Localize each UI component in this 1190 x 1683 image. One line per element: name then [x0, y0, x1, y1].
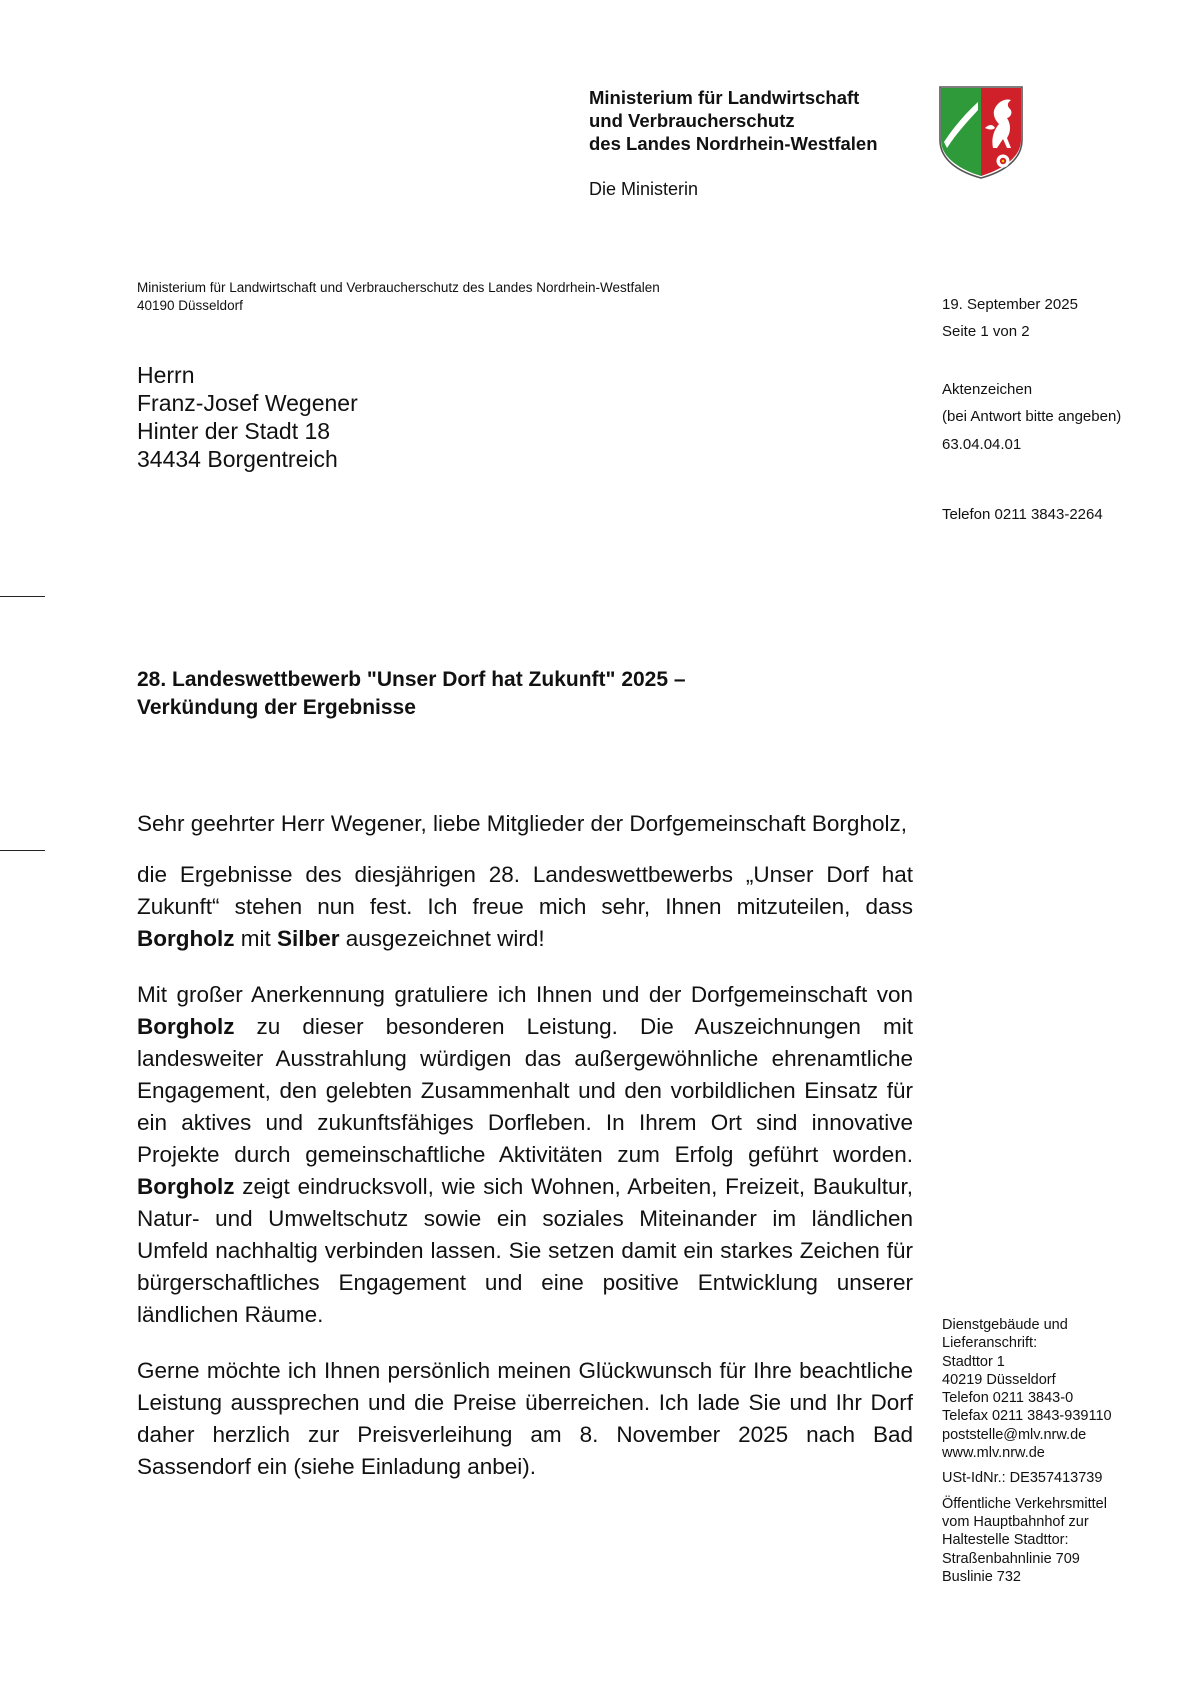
ministry-name-line: Ministerium für Landwirtschaft	[589, 87, 860, 108]
award-level: Silber	[276, 926, 340, 951]
reference-hint: (bei Antwort bitte angeben)	[942, 408, 1122, 425]
reference-number: 63.04.04.01	[942, 436, 1022, 453]
office-email: poststelle@mlv.nrw.de	[942, 1426, 1087, 1443]
letter-subject	[137, 666, 877, 722]
nrw-coat-of-arms-icon	[937, 84, 1025, 180]
office-address	[942, 1316, 1112, 1462]
body-paragraph	[137, 859, 913, 955]
transit-line: Öffentliche Verkehrsmittel	[942, 1495, 1107, 1512]
fold-mark	[0, 850, 45, 851]
transit-line: Buslinie 732	[942, 1568, 1021, 1585]
subject-line: Verkündung der Ergebnisse	[137, 696, 416, 719]
contact-phone: Telefon 0211 3843-2264	[942, 506, 1103, 523]
body-paragraph	[137, 979, 913, 1331]
transit-info	[942, 1495, 1112, 1586]
transit-line: Straßenbahnlinie 709	[942, 1550, 1080, 1567]
office-footer	[942, 1316, 1112, 1586]
office-address-line: Dienstgebäude und	[942, 1317, 1068, 1333]
sender-return-line: Ministerium für Landwirtschaft und Verbraucherschutz des Landes Nordrhein-Westfalen	[137, 280, 660, 295]
body-text: zu dieser besonderen Leistung. Die Auszeichnungen mit landesweiter Ausstrahlung würdigen das außergewöhnliche ehrenamtliche Engagement, den gelebten Zusammenhalt und den vorbildlichen Einsatz für ein aktives und zukunftsfähiges Dorfleben. In Ihrem Ort sind innovative Projekte durch gemeinschaftliche Aktivitäten zum Erfolg geführt worden.	[137, 1014, 913, 1167]
office-fax: Telefax 0211 3843-939110	[942, 1408, 1112, 1425]
reference-label: Aktenzeichen	[942, 381, 1033, 398]
vat-id: USt-IdNr.: DE357413739	[942, 1470, 1103, 1487]
ministry-name-line: und Verbraucherschutz	[589, 110, 795, 131]
sender-return-address	[137, 279, 660, 315]
village-name: Borgholz	[137, 926, 235, 951]
recipient-salutation: Herrn	[137, 362, 195, 388]
body-text: ausgezeichnet wird!	[339, 926, 545, 951]
body-text: zeigt eindrucksvoll, wie sich Wohnen, Arbeiten, Freizeit, Baukultur, Natur- und Umweltschutz sowie ein soziales Miteinander im ländlichen Umfeld nachhaltig verbinden lassen. Sie setzen damit ein starkes Zeichen für bürgerschaftliches Engagement und eine positive Entwicklung unserer ländlichen Räume.	[137, 1174, 913, 1327]
letter-date: 19. September 2025	[942, 296, 1078, 313]
village-name: Borgholz	[137, 1174, 235, 1199]
recipient-name: Franz-Josef Wegener	[137, 390, 358, 416]
page-number: Seite 1 von 2	[942, 323, 1030, 340]
transit-line: vom Hauptbahnhof zur	[942, 1513, 1089, 1530]
subject-line: 28. Landeswettbewerb "Unser Dorf hat Zukunft" 2025 –	[137, 668, 686, 691]
office-address-line: 40219 Düsseldorf	[942, 1371, 1056, 1388]
body-paragraph: Gerne möchte ich Ihnen persönlich meinen Glückwunsch für Ihre beachtliche Leistung aussprechen und die Preise überreichen. Ich lade Sie und Ihr Dorf daher herzlich zur Preisverleihung am 8. November 2025 nach Bad Sassendorf ein (siehe Einladung anbei).	[137, 1358, 913, 1479]
letter-salutation: Sehr geehrter Herr Wegener, liebe Mitglieder der Dorfgemeinschaft Borgholz,	[137, 811, 907, 836]
recipient-address	[137, 361, 358, 473]
village-name: Borgholz	[137, 1014, 235, 1039]
ministry-name-line: des Landes Nordrhein-Westfalen	[589, 133, 878, 154]
office-address-line: Stadttor 1	[942, 1353, 1005, 1370]
office-website: www.mlv.nrw.de	[942, 1445, 1045, 1462]
office-phone: Telefon 0211 3843-0	[942, 1390, 1074, 1407]
office-address-line: Lieferanschrift:	[942, 1335, 1038, 1352]
recipient-street: Hinter der Stadt 18	[137, 418, 331, 444]
minister-role: Die Ministerin	[589, 179, 699, 199]
ministry-letterhead	[589, 86, 919, 155]
body-text: die Ergebnisse des diesjährigen 28. Landeswettbewerbs „Unser Dorf hat Zukunft“ stehen nun fest. Ich freue mich sehr, Ihnen mitzuteilen, dass	[137, 862, 913, 919]
transit-line: Haltestelle Stadttor:	[942, 1532, 1069, 1549]
body-text: mit	[234, 926, 277, 951]
fold-mark	[0, 596, 45, 597]
letter-body	[137, 808, 913, 1483]
sender-return-line: 40190 Düsseldorf	[137, 298, 243, 313]
body-text: Mit großer Anerkennung gratuliere ich Ihnen und der Dorfgemeinschaft von	[137, 982, 913, 1007]
recipient-city: 34434 Borgentreich	[137, 446, 338, 472]
